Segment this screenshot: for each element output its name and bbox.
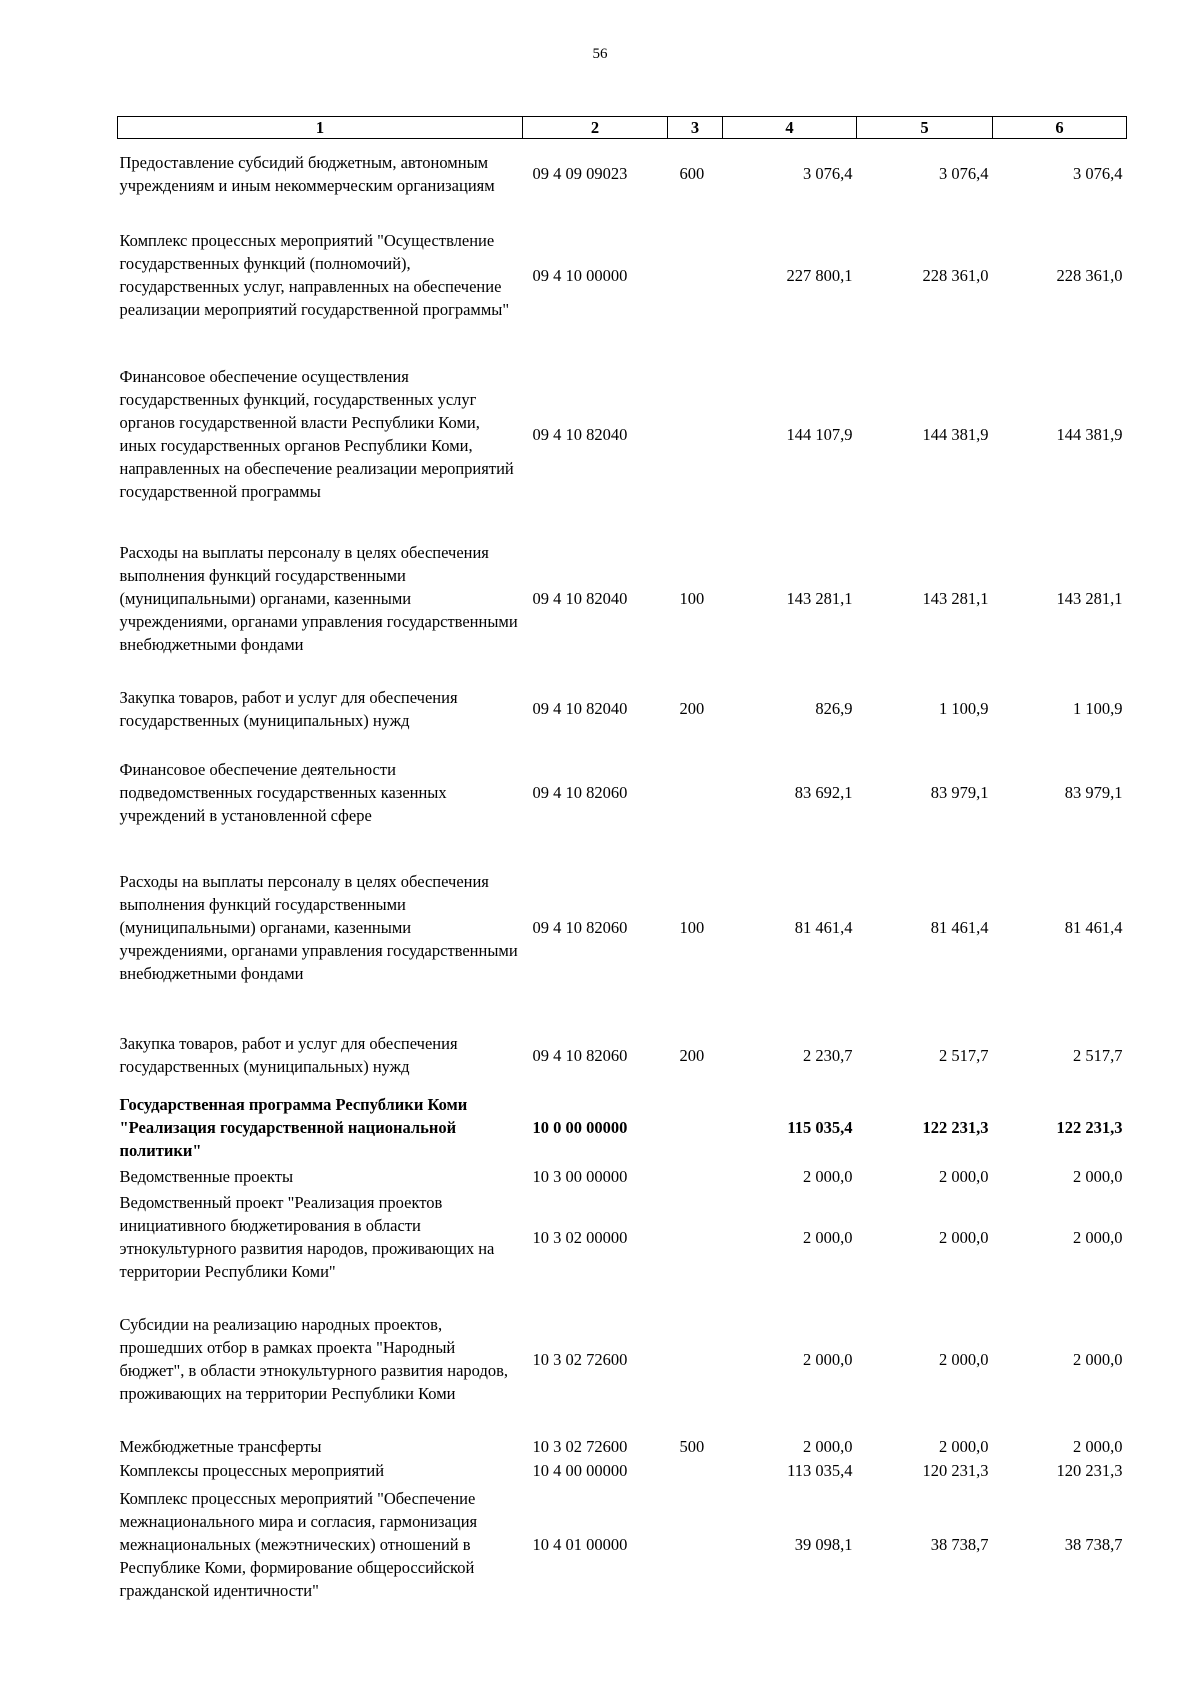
row-expense-type: [668, 209, 723, 342]
row-description: Финансовое обеспечение деятельности подведомственных государственных казенных учреждений в установленной сфере: [119, 760, 447, 825]
row-description: Закупка товаров, работ и услуг для обеспечения государственных (муниципальных) нужд: [119, 1034, 458, 1076]
row-code: 10 4 01 00000: [532, 1534, 628, 1554]
row-value-col6: 144 381,9: [1056, 424, 1123, 444]
row-description: Комплекс процессных мероприятий "Обеспечение межнационального мира и согласия, гармонизация межнациональных (межэтнических) отношений в Республике Коми, формирование общероссийской гражданской идентичности": [119, 1488, 478, 1600]
header-col-2: 2: [523, 117, 668, 139]
row-expense-type: 200: [679, 699, 705, 718]
row-value-col4: 2 000,0: [803, 1436, 853, 1456]
row-value-col4: 143 281,1: [786, 588, 853, 608]
table-row: [118, 838, 1127, 1018]
table-row: [118, 670, 1127, 748]
row-value-col4: 144 107,9: [786, 424, 853, 444]
table-row: [118, 1018, 1127, 1093]
page-number: 56: [592, 46, 608, 62]
row-description: Закупка товаров, работ и услуг для обеспечения государственных (муниципальных) нужд: [119, 687, 458, 730]
row-value-col4: 2 230,7: [803, 1045, 853, 1065]
header-col-3: 3: [668, 117, 723, 139]
row-value-col5: 3 076,4: [939, 164, 989, 184]
row-value-col5: 1 100,9: [939, 699, 989, 718]
row-expense-type: [668, 1284, 723, 1435]
row-code: 10 3 00 00000: [532, 1167, 628, 1186]
row-value-col4: 83 692,1: [794, 783, 853, 802]
row-code: 10 3 02 72600: [532, 1436, 628, 1456]
header-col-4: 4: [723, 117, 857, 139]
row-value-col6: 3 076,4: [1073, 164, 1123, 184]
row-description: Ведомственные проекты: [119, 1167, 294, 1186]
row-value-col6: 83 979,1: [1064, 783, 1123, 802]
row-value-col4: 3 076,4: [803, 164, 853, 184]
table-row: [118, 1163, 1127, 1191]
row-expense-type: 500: [679, 1436, 705, 1456]
table-row: [118, 1435, 1127, 1458]
row-value-col6: 2 000,0: [1073, 1436, 1123, 1456]
table-row: [118, 209, 1127, 342]
row-value-col6: 2 000,0: [1073, 1349, 1123, 1369]
row-value-col5: 2 000,0: [939, 1349, 989, 1369]
row-value-col6: 2 000,0: [1073, 1227, 1123, 1247]
row-value-col5: 38 738,7: [930, 1534, 989, 1554]
row-expense-type: 200: [679, 1045, 705, 1065]
row-value-col6: 1 100,9: [1073, 699, 1123, 718]
row-value-col4: 2 000,0: [803, 1227, 853, 1247]
header-col-6: 6: [993, 117, 1127, 139]
row-value-col5: 83 979,1: [930, 783, 989, 802]
row-code: 09 4 10 00000: [532, 265, 628, 285]
row-description: Предоставление субсидий бюджетным, автономным учреждениям и иным некоммерческим организациям: [119, 152, 495, 195]
row-code: 10 0 00 00000: [532, 1118, 628, 1137]
table-row: [118, 342, 1127, 527]
row-value-col6: 2 000,0: [1073, 1167, 1123, 1186]
table-body: [118, 139, 1127, 1605]
row-code: 09 4 10 82060: [532, 918, 628, 937]
row-code: 09 4 10 82040: [532, 699, 628, 718]
row-code: 09 4 10 82060: [532, 783, 628, 802]
row-description: Расходы на выплаты персоналу в целях обеспечения выполнения функций государственными (муниципальными) органами, казенными учреждениями, органами управления государственными внебюджетными фондами: [119, 872, 518, 983]
row-description: Межбюджетные трансферты: [119, 1436, 322, 1456]
row-value-col5: 120 231,3: [922, 1461, 989, 1480]
row-value-col5: 2 000,0: [939, 1167, 989, 1186]
row-value-col5: 228 361,0: [922, 265, 989, 285]
table-row: [118, 748, 1127, 838]
row-value-col5: 122 231,3: [922, 1118, 989, 1137]
row-value-col6: 81 461,4: [1064, 918, 1123, 937]
row-code: 10 3 02 00000: [532, 1227, 628, 1247]
header-col-1: 1: [118, 117, 523, 139]
row-value-col4: 227 800,1: [786, 265, 853, 285]
row-expense-type: [668, 1458, 723, 1484]
table-row: [118, 1284, 1127, 1435]
row-expense-type: [668, 1484, 723, 1605]
row-expense-type: 100: [679, 918, 705, 937]
row-code: 09 4 09 09023: [532, 164, 628, 184]
row-description: Расходы на выплаты персоналу в целях обеспечения выполнения функций государственными (муниципальными) органами, казенными учреждениями, органами управления государственными внебюджетными фондами: [119, 542, 518, 654]
row-code: 09 4 10 82060: [532, 1045, 628, 1065]
row-value-col6: 143 281,1: [1056, 588, 1123, 608]
row-value-col5: 81 461,4: [930, 918, 989, 937]
table-row: [118, 527, 1127, 670]
row-description: Государственная программа Республики Коми "Реализация государственной национальной политики": [119, 1095, 468, 1160]
row-expense-type: [668, 748, 723, 838]
row-value-col5: 2 517,7: [939, 1045, 989, 1065]
row-expense-type: [668, 1163, 723, 1191]
row-code: 10 4 00 00000: [532, 1461, 628, 1480]
row-code: 09 4 10 82040: [532, 424, 628, 444]
row-expense-type: 600: [679, 164, 705, 184]
row-value-col4: 826,9: [815, 699, 853, 718]
row-value-col6: 38 738,7: [1064, 1534, 1123, 1554]
row-code: 10 3 02 72600: [532, 1349, 628, 1369]
table-row: [118, 1191, 1127, 1284]
row-value-col4: 2 000,0: [803, 1167, 853, 1186]
row-value-col6: 228 361,0: [1056, 265, 1123, 285]
row-value-col4: 115 035,4: [787, 1118, 853, 1137]
table-header: [118, 117, 1127, 139]
table-row: [118, 1484, 1127, 1605]
row-description: Комплекс процессных мероприятий "Осуществление государственных функций (полномочий), государственных услуг, направленных на обеспечение реализации мероприятий государственной программы": [119, 231, 510, 319]
row-value-col4: 39 098,1: [794, 1534, 853, 1554]
row-value-col5: 2 000,0: [939, 1227, 989, 1247]
row-description: Субсидии на реализацию народных проектов, прошедших отбор в рамках проекта "Народный бюджет", в области этнокультурного развития народов, проживающих на территории Республики Коми: [119, 1315, 508, 1403]
row-expense-type: [668, 1191, 723, 1284]
row-value-col5: 143 281,1: [922, 588, 989, 608]
row-value-col4: 2 000,0: [803, 1349, 853, 1369]
row-description: Финансовое обеспечение осуществления государственных функций, государственных услуг органов государственной власти Республики Коми, иных государственных органов Республики Коми, направленных на обеспечение реализации мероприятий государственной программы: [119, 367, 514, 501]
row-value-col6: 2 517,7: [1073, 1045, 1123, 1065]
row-expense-type: [668, 1093, 723, 1163]
table-row: [118, 1458, 1127, 1484]
table-row: [118, 1093, 1127, 1163]
row-description: Ведомственный проект "Реализация проектов инициативного бюджетирования в области этнокультурного развития народов, проживающих на территории Республики Коми": [119, 1193, 495, 1281]
row-value-col4: 113 035,4: [787, 1461, 853, 1480]
row-expense-type: [668, 342, 723, 527]
row-value-col4: 81 461,4: [794, 918, 853, 937]
row-value-col5: 2 000,0: [939, 1436, 989, 1456]
table-row: [118, 139, 1127, 209]
row-value-col5: 144 381,9: [922, 424, 989, 444]
row-value-col6: 120 231,3: [1056, 1461, 1123, 1480]
row-description: Комплексы процессных мероприятий: [119, 1461, 385, 1480]
row-code: 09 4 10 82040: [532, 588, 628, 608]
header-col-5: 5: [857, 117, 993, 139]
budget-table: [117, 116, 1127, 1605]
row-value-col6: 122 231,3: [1056, 1118, 1123, 1137]
row-expense-type: 100: [679, 588, 705, 608]
